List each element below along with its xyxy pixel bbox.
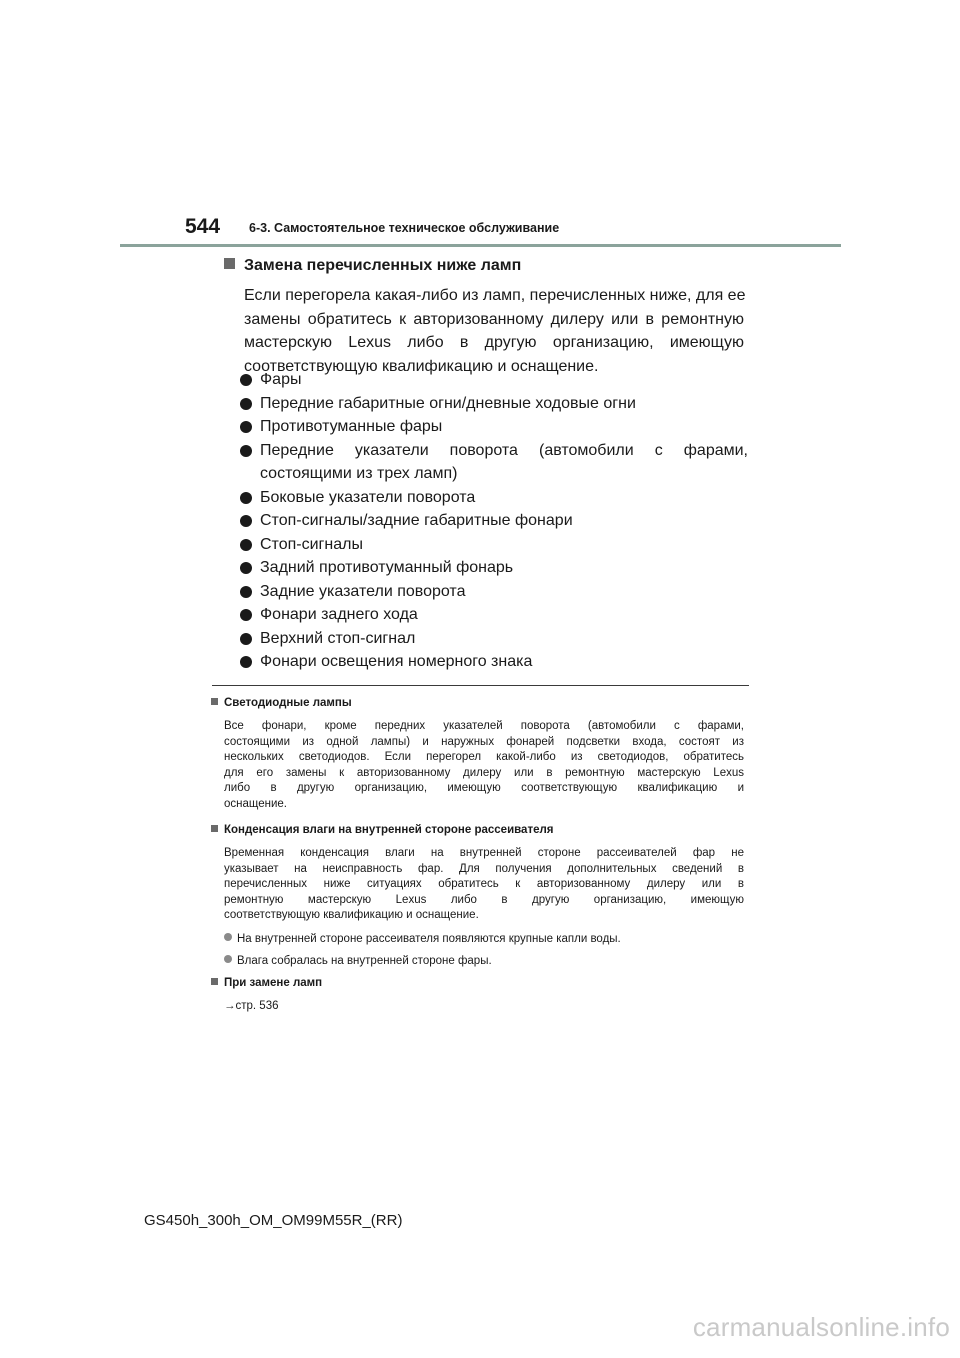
list-item: Передние габаритные огни/дневные ходовые огни: [240, 392, 748, 416]
condensation-bullet: Влага собралась на внутренней стороне фары.: [224, 954, 492, 970]
bullet-dot-icon: [224, 955, 232, 963]
main-heading: [224, 257, 521, 275]
condensation-heading: Конденсация влаги на внутренней стороне рассеивателя: [211, 824, 554, 836]
bullet-dot-icon: [240, 562, 252, 574]
list-item: Задние указатели поворота: [240, 580, 748, 604]
paragraph-line: замены обратитесь к авторизованному дилеру или в ремонтную: [244, 310, 744, 328]
bullet-dot-icon: [240, 633, 252, 645]
list-item: Фонари освещения номерного знака: [240, 650, 748, 674]
square-bullet-icon: [211, 978, 218, 985]
square-bullet-icon: [211, 698, 218, 705]
square-bullet-icon: [211, 825, 218, 832]
bullet-dot-icon: [240, 586, 252, 598]
notes-divider: [212, 685, 749, 686]
header-rule: [120, 244, 841, 247]
led-paragraph: Все фонари, кроме передних указателей поворота (автомобили с фарами, состоящими из одной лампы) и наружных фонарей подсветки входа, состоят из нескольких светодиодов. Если перегорел какой-либо из светодиодов, обратитесь для его замены к авторизованному дилеру или в ремонтную мастерскую Lexus либо в другую организацию, имеющую соответствующую квалификацию и оснащение.: [224, 720, 744, 810]
main-paragraph: [244, 284, 744, 378]
section-title: 6-3. Самостоятельное техническое обслуживание: [249, 221, 560, 235]
list-item: Фары: [240, 368, 748, 392]
watermark: carmanualsonline.info: [692, 1312, 950, 1342]
list-item: Боковые указатели поворота: [240, 486, 748, 510]
led-heading: Светодиодные лампы: [211, 697, 352, 709]
list-item: Верхний стоп-сигнал: [240, 627, 748, 651]
list-item: Фонари заднего хода: [240, 603, 748, 627]
list-item: Стоп-сигналы/задние габаритные фонари: [240, 509, 748, 533]
list-item: Стоп-сигналы: [240, 533, 748, 557]
bullet-dot-icon: [240, 445, 252, 457]
document-code: GS450h_300h_OM_OM99M55R_(RR): [144, 1212, 403, 1229]
condensation-bullet: На внутренней стороне рассеивателя появляются крупные капли воды.: [224, 932, 621, 948]
paragraph-line: мастерскую Lexus либо в другую организацию, имеющую: [244, 334, 744, 351]
bullet-dot-icon: [240, 492, 252, 504]
square-bullet-icon: [224, 258, 235, 269]
paragraph-line: соответствующую квалификацию и оснащение.: [244, 357, 599, 375]
bullet-dot-icon: [240, 398, 252, 410]
list-item: Передние указатели поворота (автомобили с фарами, состоящими из трех ламп): [240, 439, 748, 486]
condensation-paragraph: Временная конденсация влаги на внутренней стороне рассеивателей фар не указывает на неисправность фар. Для получения дополнительных сведений в перечисленных ниже ситуациях обратитесь к авторизованному дилеру или в ремонтную мастерскую Lexus либо в другую организацию, имеющую соответствующую квалификацию и оснащение.: [224, 847, 744, 922]
bullet-dot-icon: [240, 539, 252, 551]
bullet-dot-icon: [240, 656, 252, 668]
bullet-dot-icon: [240, 515, 252, 527]
bullet-dot-icon: [240, 609, 252, 621]
lamp-list: [240, 368, 748, 674]
page-reference-link[interactable]: →стр. 536: [224, 1000, 279, 1012]
bullet-dot-icon: [224, 933, 232, 941]
replacing-heading: При замене ламп: [211, 977, 322, 989]
list-item: Задний противотуманный фонарь: [240, 556, 748, 580]
list-item: Противотуманные фары: [240, 415, 748, 439]
main-heading-text: Замена перечисленных ниже ламп: [244, 257, 522, 274]
bullet-dot-icon: [240, 374, 252, 386]
paragraph-line: Если перегорела какая-либо из ламп, перечисленных ниже, для ее: [244, 287, 746, 304]
page-number: 544: [185, 215, 221, 238]
bullet-dot-icon: [240, 421, 252, 433]
